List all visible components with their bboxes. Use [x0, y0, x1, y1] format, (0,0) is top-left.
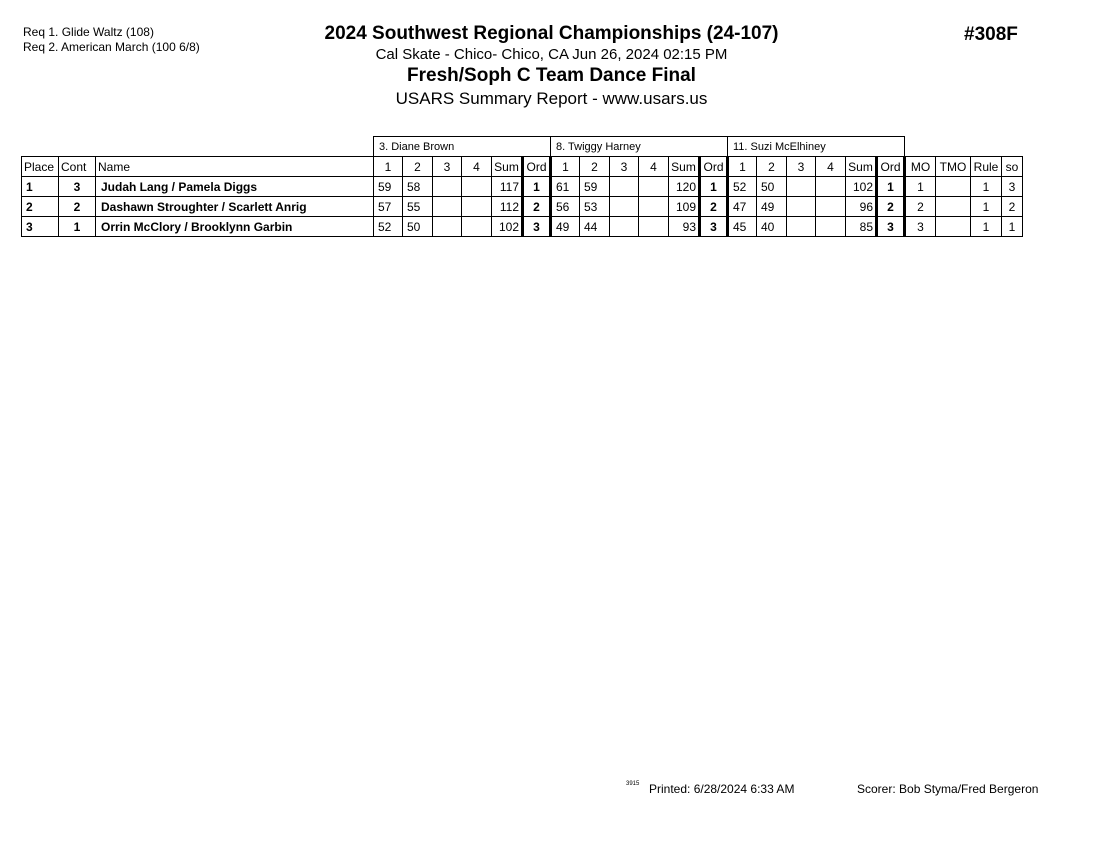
header-place: Place: [22, 157, 59, 177]
judge-3-mark-3: [787, 197, 816, 217]
place-cell: 2: [22, 197, 59, 217]
header-sum: Sum: [669, 157, 700, 177]
header-ord: Ord: [877, 157, 905, 177]
requirement-2: Req 2. American March (100 6/8): [23, 40, 200, 54]
judge-2-mark-2: 53: [580, 197, 610, 217]
judge-1-mark-1: 59: [374, 177, 403, 197]
judge-3-mark-2: 49: [757, 197, 787, 217]
header-mark-3: 3: [433, 157, 462, 177]
judge-2-sum: 93: [669, 217, 700, 237]
judge-2-mark-4: [639, 197, 669, 217]
judge-2-mark-3: [610, 177, 639, 197]
header-mark-2: 2: [757, 157, 787, 177]
judge-1-mark-3: [433, 217, 462, 237]
judge-3-mark-1: 45: [728, 217, 757, 237]
judge-2-sum: 109: [669, 197, 700, 217]
place-cell: 1: [22, 177, 59, 197]
rule-cell: 1: [971, 217, 1002, 237]
event-title: 2024 Southwest Regional Championships (24-107): [324, 23, 779, 44]
place-cell: 3: [22, 217, 59, 237]
judge-2-mark-4: [639, 217, 669, 237]
judge-3-mark-1: 47: [728, 197, 757, 217]
tmo-cell: [936, 217, 971, 237]
judge-3-mark-3: [787, 177, 816, 197]
table-row: [22, 197, 1023, 217]
header-mark-2: 2: [403, 157, 433, 177]
judge-1-mark-4: [462, 197, 492, 217]
judge-1-mark-2: 55: [403, 197, 433, 217]
judge-3-mark-1: 52: [728, 177, 757, 197]
judge-3-sum: 85: [846, 217, 877, 237]
judge-header-1: 3. Diane Brown: [374, 137, 551, 157]
judge-1-sum: 112: [492, 197, 523, 217]
tmo-cell: [936, 177, 971, 197]
judge-2-ordinal: 1: [700, 177, 728, 197]
skater-name-cell: Dashawn Stroughter / Scarlett Anrig: [96, 197, 374, 217]
rule-cell: 1: [971, 197, 1002, 217]
header-so: so: [1002, 157, 1023, 177]
judge-1-ordinal: 2: [523, 197, 551, 217]
judge-1-mark-3: [433, 177, 462, 197]
judge-2-mark-2: 44: [580, 217, 610, 237]
judge-1-ordinal: 1: [523, 177, 551, 197]
judge-1-mark-4: [462, 217, 492, 237]
judge-3-mark-3: [787, 217, 816, 237]
cont-cell: 3: [59, 177, 96, 197]
judge-2-mark-4: [639, 177, 669, 197]
judge-2-mark-1: 49: [551, 217, 580, 237]
judge-3-mark-4: [816, 217, 846, 237]
table-row: [22, 217, 1023, 237]
header-mark-2: 2: [580, 157, 610, 177]
judge-3-mark-2: 40: [757, 217, 787, 237]
judge-3-ordinal: 3: [877, 217, 905, 237]
judge-2-ordinal: 3: [700, 217, 728, 237]
judge-1-sum: 117: [492, 177, 523, 197]
results-table: [21, 136, 1023, 237]
judge-1-ordinal: 3: [523, 217, 551, 237]
tmo-cell: [936, 197, 971, 217]
header-tmo: TMO: [936, 157, 971, 177]
header-ord: Ord: [523, 157, 551, 177]
judge-1-mark-4: [462, 177, 492, 197]
header-mark-1: 1: [374, 157, 403, 177]
judge-2-mark-1: 61: [551, 177, 580, 197]
judge-1-sum: 102: [492, 217, 523, 237]
judges-row: [22, 137, 1023, 157]
judge-3-mark-2: 50: [757, 177, 787, 197]
so-cell: 3: [1002, 177, 1023, 197]
skater-name-cell: Orrin McClory / Brooklynn Garbin: [96, 217, 374, 237]
event-location: Cal Skate - Chico- Chico, CA Jun 26, 2024 02:15 PM: [375, 46, 728, 63]
printed-timestamp: Printed: 6/28/2024 6:33 AM: [649, 782, 795, 796]
event-number: #308F: [964, 24, 1018, 45]
judge-3-mark-4: [816, 197, 846, 217]
judge-2-mark-1: 56: [551, 197, 580, 217]
header-sum: Sum: [492, 157, 523, 177]
judge-2-sum: 120: [669, 177, 700, 197]
header-mark-4: 4: [816, 157, 846, 177]
scorer-names: Scorer: Bob Styma/Fred Bergeron: [857, 782, 1039, 796]
header-mark-3: 3: [610, 157, 639, 177]
judge-3-sum: 102: [846, 177, 877, 197]
table-row: [22, 177, 1023, 197]
judge-1-mark-1: 52: [374, 217, 403, 237]
so-cell: 1: [1002, 217, 1023, 237]
header-mark-1: 1: [551, 157, 580, 177]
judge-2-ordinal: 2: [700, 197, 728, 217]
judge-1-mark-1: 57: [374, 197, 403, 217]
header-mark-4: 4: [462, 157, 492, 177]
header-cont: Cont: [59, 157, 96, 177]
footer-code: 3915: [626, 781, 640, 787]
requirement-1: Req 1. Glide Waltz (108): [23, 25, 154, 39]
judge-2-mark-2: 59: [580, 177, 610, 197]
judge-3-ordinal: 2: [877, 197, 905, 217]
judge-header-3: 11. Suzi McElhiney: [728, 137, 905, 157]
judge-3-sum: 96: [846, 197, 877, 217]
event-name: Fresh/Soph C Team Dance Final: [407, 65, 696, 86]
judge-header-2: 8. Twiggy Harney: [551, 137, 728, 157]
skater-name-cell: Judah Lang / Pamela Diggs: [96, 177, 374, 197]
header-ord: Ord: [700, 157, 728, 177]
header-mo: MO: [905, 157, 936, 177]
mo-cell: 3: [905, 217, 936, 237]
judge-2-mark-3: [610, 217, 639, 237]
header-name: Name: [96, 157, 374, 177]
judge-2-mark-3: [610, 197, 639, 217]
so-cell: 2: [1002, 197, 1023, 217]
title-block: [0, 22, 1100, 110]
judge-1-mark-2: 58: [403, 177, 433, 197]
judge-3-mark-4: [816, 177, 846, 197]
header-mark-4: 4: [639, 157, 669, 177]
report-title: USARS Summary Report - www.usars.us: [395, 89, 708, 108]
header-sum: Sum: [846, 157, 877, 177]
judge-1-mark-3: [433, 197, 462, 217]
header-rule: Rule: [971, 157, 1002, 177]
rule-cell: 1: [971, 177, 1002, 197]
judge-3-ordinal: 1: [877, 177, 905, 197]
mo-cell: 2: [905, 197, 936, 217]
header-mark-1: 1: [728, 157, 757, 177]
header-mark-3: 3: [787, 157, 816, 177]
cont-cell: 2: [59, 197, 96, 217]
judge-1-mark-2: 50: [403, 217, 433, 237]
mo-cell: 1: [905, 177, 936, 197]
cont-cell: 1: [59, 217, 96, 237]
header-row: [22, 157, 1023, 177]
